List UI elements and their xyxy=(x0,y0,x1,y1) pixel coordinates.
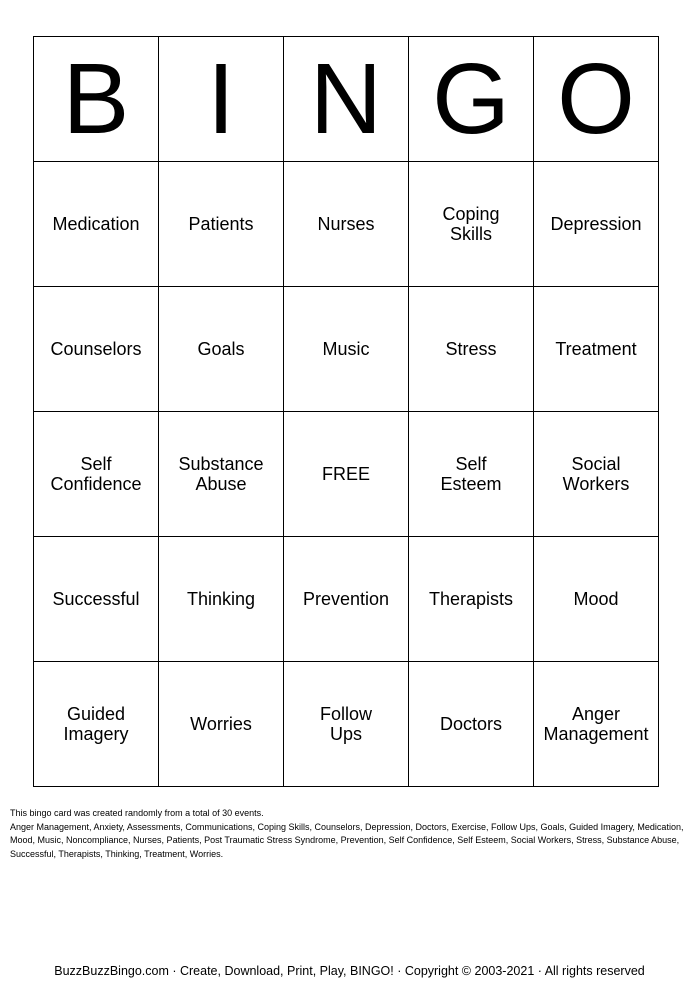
footnote-summary: This bingo card was created randomly from a total of 30 events. xyxy=(10,808,264,818)
bingo-header-row xyxy=(34,37,659,162)
bingo-cell-label: Social xyxy=(571,454,621,474)
bingo-cell-label: Mood xyxy=(573,589,619,609)
bingo-row xyxy=(34,537,659,662)
footnote-event-list: Anger Management, Anxiety, Assessments, Communications, Coping Skills, Counselors, Depression, Doctors, Exercise, Follow Ups, Goals, Guided Imagery, Medication, Mood, Music, Noncompliance, Nurses, Patients, Post Traumatic Stress Syndrome, Prevention, Self Confidence, Self Esteem, Social Workers, Stress, Substance Abuse, Successful, Therapists, Thinking, Treatment, Worries. xyxy=(10,821,684,859)
bingo-cell xyxy=(409,537,534,662)
bingo-cell xyxy=(159,162,284,287)
bingo-cell xyxy=(34,162,159,287)
bingo-cell-label: Workers xyxy=(562,474,630,494)
bingo-cell-label: Management xyxy=(543,724,649,744)
bingo-cell-label: Imagery xyxy=(63,724,129,744)
bingo-cell xyxy=(284,162,409,287)
bingo-cell-label: Stress xyxy=(445,339,497,359)
bingo-cell-label: Thinking xyxy=(186,589,256,609)
bingo-cell xyxy=(159,537,284,662)
page-footer: BuzzBuzzBingo.com · Create, Download, Print, Play, BINGO! · Copyright © 2003-2021 · All rights reserved xyxy=(54,964,645,978)
bingo-cell-label: FREE xyxy=(321,464,370,484)
bingo-header-letter: N xyxy=(284,37,409,162)
bingo-cell-label: Nurses xyxy=(317,214,375,234)
bingo-cell-label: Follow xyxy=(319,704,372,724)
bingo-cell xyxy=(284,537,409,662)
bingo-cell-label: Substance xyxy=(178,454,264,474)
bingo-cell xyxy=(34,537,159,662)
bingo-cell xyxy=(534,287,659,412)
bingo-cell-label: Self xyxy=(80,454,112,474)
card-footnote xyxy=(10,807,690,861)
bingo-cell xyxy=(534,662,659,787)
bingo-cell-label: Patients xyxy=(188,214,254,234)
bingo-cell xyxy=(284,287,409,412)
bingo-cell-label: Successful xyxy=(52,589,140,609)
bingo-card-body xyxy=(34,37,659,787)
bingo-cell xyxy=(409,162,534,287)
bingo-cell-label: Self xyxy=(455,454,487,474)
bingo-cell xyxy=(409,287,534,412)
bingo-card xyxy=(33,36,659,787)
bingo-row xyxy=(34,162,659,287)
bingo-cell-label: Depression xyxy=(550,214,642,234)
bingo-cell-label: Goals xyxy=(197,339,245,359)
bingo-row xyxy=(34,662,659,787)
bingo-cell-label: Confidence xyxy=(50,474,142,494)
bingo-cell xyxy=(159,662,284,787)
bingo-cell-label: Esteem xyxy=(440,474,502,494)
bingo-cell xyxy=(409,662,534,787)
bingo-cell xyxy=(534,162,659,287)
bingo-cell-label: Anger xyxy=(571,704,621,724)
bingo-cell-label: Medication xyxy=(52,214,140,234)
bingo-header-letter: O xyxy=(534,37,659,162)
bingo-cell-label: Guided xyxy=(66,704,126,724)
bingo-header-letter: I xyxy=(159,37,284,162)
bingo-cell-label: Music xyxy=(322,339,370,359)
bingo-cell xyxy=(34,662,159,787)
bingo-cell-label: Coping xyxy=(442,204,500,224)
bingo-cell-label: Therapists xyxy=(428,589,514,609)
bingo-cell-label: Treatment xyxy=(555,339,637,359)
bingo-cell xyxy=(534,412,659,537)
bingo-cell-label: Counselors xyxy=(50,339,142,359)
bingo-row xyxy=(34,287,659,412)
bingo-cell xyxy=(534,537,659,662)
bingo-cell xyxy=(409,412,534,537)
bingo-cell xyxy=(159,412,284,537)
bingo-header-letter: B xyxy=(34,37,159,162)
bingo-cell-label: Worries xyxy=(190,714,252,734)
bingo-cell xyxy=(34,287,159,412)
bingo-header-letter: G xyxy=(409,37,534,162)
bingo-cell xyxy=(284,412,409,537)
bingo-cell xyxy=(159,287,284,412)
bingo-cell-label: Doctors xyxy=(439,714,502,734)
bingo-cell-label: Prevention xyxy=(302,589,390,609)
bingo-cell xyxy=(34,412,159,537)
bingo-cell xyxy=(284,662,409,787)
bingo-row xyxy=(34,412,659,537)
bingo-cell-label: Abuse xyxy=(195,474,247,494)
bingo-cell-label: Ups xyxy=(329,724,362,744)
bingo-cell-label: Skills xyxy=(449,224,492,244)
